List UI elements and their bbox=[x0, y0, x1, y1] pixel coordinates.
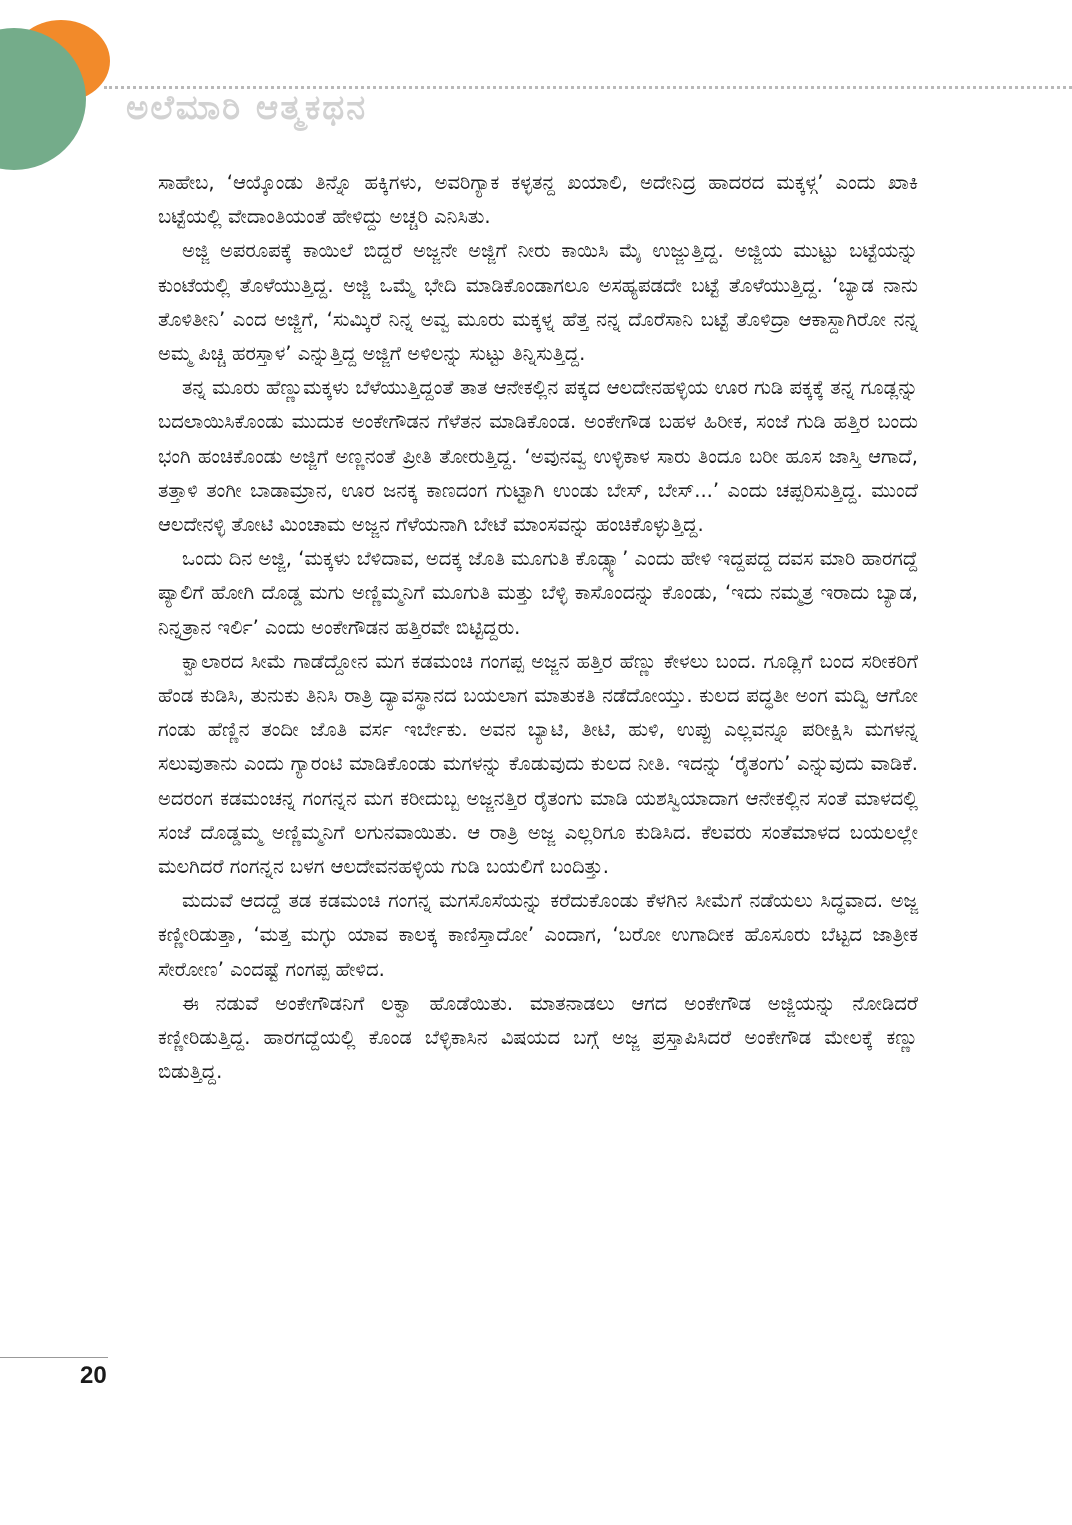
paragraph: ಈ ನಡುವೆ ಅಂಕೇಗೌಡನಿಗೆ ಲಕ್ವಾ ಹೊಡೆಯಿತು. ಮಾತನಾಡಲು ಆಗದ ಅಂಕೇಗೌಡ ಅಜ್ಜಿಯನ್ನು ನೋಡಿದರೆ ಕಣ್ಣೀರಿಡುತ್ತಿದ್ದ. ಹಾರಗದ್ದೆಯಲ್ಲಿ ಕೊಂಡ ಬೆಳ್ಳಿಕಾಸಿನ ವಿಷಯದ ಬಗ್ಗೆ ಅಜ್ಜ ಪ್ರಸ್ತಾಪಿಸಿದರೆ ಅಂಕೇಗೌಡ ಮೇಲಕ್ಕೆ ಕಣ್ಣು ಬಿಡುತ್ತಿದ್ದ. bbox=[158, 991, 918, 1084]
paragraph: ಒಂದು ದಿನ ಅಜ್ಜಿ, ‘ಮಕ್ಕಳು ಬೆಳಿದಾವ, ಅದಕ್ಕ ಜೊತಿ ಮೂಗುತಿ ಕೊಡ್ಸ್ಯಾ’ ಎಂದು ಹೇಳಿ ಇದ್ದಪದ್ದ ದವಸ ಮಾರಿ ಹಾರಗದ್ದೆ ಪ್ಯಾಲಿಗೆ ಹೋಗಿ ದೊಡ್ಡ ಮಗು ಅಣ್ಣಿಮ್ಮನಿಗೆ ಮೂಗುತಿ ಮತ್ತು ಬೆಳ್ಳಿ ಕಾಸೊಂದನ್ನು ಕೊಂಡು, ‘ಇದು ನಮ್ಮತ್ರ ಇರಾದು ಬ್ಯಾಡ, ನಿನ್ನತ್ರಾನ ಇರ್ಲಿ’ ಎಂದು ಅಂಕೇಗೌಡನ ಹತ್ತಿರವೇ ಬಿಟ್ಟಿದ್ದರು. bbox=[158, 547, 918, 639]
footer-rule bbox=[0, 1357, 108, 1358]
chapter-title: ಅಲೆಮಾರಿ ಆತ್ಮಕಥನ bbox=[126, 88, 368, 128]
body-text bbox=[158, 166, 918, 1089]
paragraph: ಅಜ್ಜಿ ಅಪರೂಪಕ್ಕೆ ಕಾಯಿಲೆ ಬಿದ್ದರೆ ಅಜ್ಜನೇ ಅಜ್ಜಿಗೆ ನೀರು ಕಾಯಿಸಿ ಮೈ ಉಜ್ಜುತ್ತಿದ್ದ. ಅಜ್ಜಿಯ ಮುಟ್ಟು ಬಟ್ಟೆಯನ್ನು ಕುಂಟೆಯಲ್ಲಿ ತೊಳೆಯುತ್ತಿದ್ದ. ಅಜ್ಜಿ ಒಮ್ಮೆ ಭೇದಿ ಮಾಡಿಕೊಂಡಾಗಲೂ ಅಸಹ್ಯಪಡದೇ ಬಟ್ಟೆ ತೊಳೆಯುತ್ತಿದ್ದ. ‘ಬ್ಯಾಡ ನಾನು ತೊಳಿತೀನಿ’ ಎಂದ ಅಜ್ಜಿಗೆ, ‘ಸುಮ್ಕಿರೆ ನಿನ್ನ ಅವ್ವ ಮೂರು ಮಕ್ಕಳ್ನ ಹೆತ್ತ ನನ್ನ ದೊರೆಸಾನಿ ಬಟ್ಟೆ ತೊಳಿದ್ರಾ ಆಕಾಸ್ದಾಗಿರೋ ನನ್ನ ಅಮ್ಮ ಪಿಚ್ಚಿ ಹರಸ್ತಾಳ’ ಎನ್ನುತ್ತಿದ್ದ ಅಜ್ಜಿಗೆ ಅಳಿಲನ್ನು ಸುಟ್ಟು ತಿನ್ನಿಸುತ್ತಿದ್ದ. bbox=[158, 239, 918, 366]
paragraph: ಸಾಹೇಬ, ‘ಆಯ್ಕೊಂಡು ತಿನ್ನೊ ಹಕ್ಕಿಗಳು, ಅವರಿಗ್ಯಾಕ ಕಳ್ಳತನ್ದ ಖಯಾಲಿ, ಅದೇನಿದ್ರ ಹಾದರದ ಮಕ್ಕಳ್ಗ’ ಎಂದು ಖಾಕಿ ಬಟ್ಟೆಯಲ್ಲಿ ವೇದಾಂತಿಯಂತೆ ಹೇಳಿದ್ದು ಅಚ್ಚರಿ ಎನಿಸಿತು. bbox=[158, 171, 918, 229]
paragraph: ತನ್ನ ಮೂರು ಹೆಣ್ಣುಮಕ್ಕಳು ಬೆಳೆಯುತ್ತಿದ್ದಂತೆ ತಾತ ಆನೇಕಲ್ಲಿನ ಪಕ್ಕದ ಆಲದೇನಹಳ್ಳಿಯ ಊರ ಗುಡಿ ಪಕ್ಕಕ್ಕೆ ತನ್ನ ಗೂಡ್ಲನ್ನು ಬದಲಾಯಿಸಿಕೊಂಡು ಮುದುಕ ಅಂಕೇಗೌಡನ ಗೆಳೆತನ ಮಾಡಿಕೊಂಡ. ಅಂಕೇಗೌಡ ಬಹಳ ಹಿರೀಕ, ಸಂಜೆ ಗುಡಿ ಹತ್ತಿರ ಬಂದು ಭಂಗಿ ಹಂಚಿಕೊಂಡು ಅಜ್ಜಿಗೆ ಅಣ್ಣನಂತೆ ಪ್ರೀತಿ ತೋರುತ್ತಿದ್ದ. ‘ಅವುನವ್ವ ಉಳ್ಳಿಕಾಳ ಸಾರು ತಿಂದೂ ಬರೀ ಹೂಸ ಜಾಸ್ತಿ ಆಗಾದೆ, ತತ್ತಾಳಿ ತಂಗೀ ಬಾಡಾಮ್ರಾನ, ಊರ ಜನಕ್ಕ ಕಾಣದಂಗ ಗುಟ್ಟಾಗಿ ಉಂಡು ಬೇಸ್, ಬೇಸ್...’ ಎಂದು ಚಪ್ಪರಿಸುತ್ತಿದ್ದ. ಮುಂದೆ ಆಲದೇನಳ್ಳಿ ತೋಟಿ ಮಿಂಚಾಮ ಅಜ್ಜನ ಗೆಳೆಯನಾಗಿ ಬೇಟೆ ಮಾಂಸವನ್ನು ಹಂಚಿಕೊಳ್ಳುತ್ತಿದ್ದ. bbox=[158, 376, 918, 537]
paragraph: ಕ್ವಾಲಾರದ ಸೀಮೆ ಗಾಡೆದ್ದೋನ ಮಗ ಕಡಮಂಚಿ ಗಂಗಪ್ಪ ಅಜ್ಜನ ಹತ್ತಿರ ಹೆಣ್ಣು ಕೇಳಲು ಬಂದ. ಗೂಡ್ಲಿಗೆ ಬಂದ ಸರೀಕರಿಗೆ ಹೆಂಡ ಕುಡಿಸಿ, ತುನುಕು ತಿನಿಸಿ ರಾತ್ರಿ ದ್ಯಾವಸ್ಥಾನದ ಬಯಲಾಗ ಮಾತುಕತಿ ನಡೆದೋಯ್ತು. ಕುಲದ ಪದ್ಧತೀ ಅಂಗ ಮದ್ವಿ ಆಗೋ ಗಂಡು ಹೆಣ್ಣಿನ ತಂದೀ ಜೊತಿ ವರ್ಸ ಇರ್ಬೇಕು. ಅವನ ಬ್ಯಾಟಿ, ತೀಟಿ, ಹುಳಿ, ಉಪ್ಪು ಎಲ್ಲವನ್ನೂ ಪರೀಕ್ಷಿಸಿ ಮಗಳನ್ನ ಸಲುವುತಾನು ಎಂದು ಗ್ಯಾರಂಟಿ ಮಾಡಿಕೊಂಡು ಮಗಳನ್ನು ಕೊಡುವುದು ಕುಲದ ನೀತಿ. ಇದನ್ನು ‘ರೈತಂಗು’ ಎನ್ನುವುದು ವಾಡಿಕೆ. ಅದರಂಗ ಕಡಮಂಚನ್ನ ಗಂಗನ್ನನ ಮಗ ಕರೀದುಬ್ಬ ಅಜ್ಜನತ್ತಿರ ರೈತಂಗು ಮಾಡಿ ಯಶಸ್ವಿಯಾದಾಗ ಆನೇಕಲ್ಲಿನ ಸಂತೆ ಮಾಳದಲ್ಲಿ ಸಂಜೆ ದೊಡ್ಡಮ್ಮ ಅಣ್ಣಿಮ್ಮನಿಗೆ ಲಗುನವಾಯಿತು. ಆ ರಾತ್ರಿ ಅಜ್ಜ ಎಲ್ಲರಿಗೂ ಕುಡಿಸಿದ. ಕೆಲವರು ಸಂತೆಮಾಳದ ಬಯಲಲ್ಲೇ ಮಲಗಿದರೆ ಗಂಗನ್ನನ ಬಳಗ ಆಲದೇವನಹಳ್ಳಿಯ ಗುಡಿ ಬಯಲಿಗೆ ಬಂದಿತ್ತು. bbox=[158, 649, 918, 879]
paragraph: ಮದುವೆ ಆದದ್ದೆ ತಡ ಕಡಮಂಚಿ ಗಂಗನ್ನ ಮಗಸೊಸೆಯನ್ನು ಕರೆದುಕೊಂಡು ಕೆಳಗಿನ ಸೀಮೆಗೆ ನಡೆಯಲು ಸಿದ್ಧವಾದ. ಅಜ್ಜ ಕಣ್ಣೀರಿಡುತ್ತಾ, ‘ಮತ್ತ ಮಗ್ಳು ಯಾವ ಕಾಲಕ್ಕ ಕಾಣಿಸ್ತಾದೋ’ ಎಂದಾಗ, ‘ಬರೋ ಉಗಾದೀಕ ಹೊಸೂರು ಬೆಟ್ಟದ ಜಾತ್ರೀಕ ಸೇರೋಣ’ ಎಂದಷ್ಟೆ ಗಂಗಪ್ಪ ಹೇಳಿದ. bbox=[158, 889, 918, 981]
page-number: 20 bbox=[80, 1362, 107, 1389]
